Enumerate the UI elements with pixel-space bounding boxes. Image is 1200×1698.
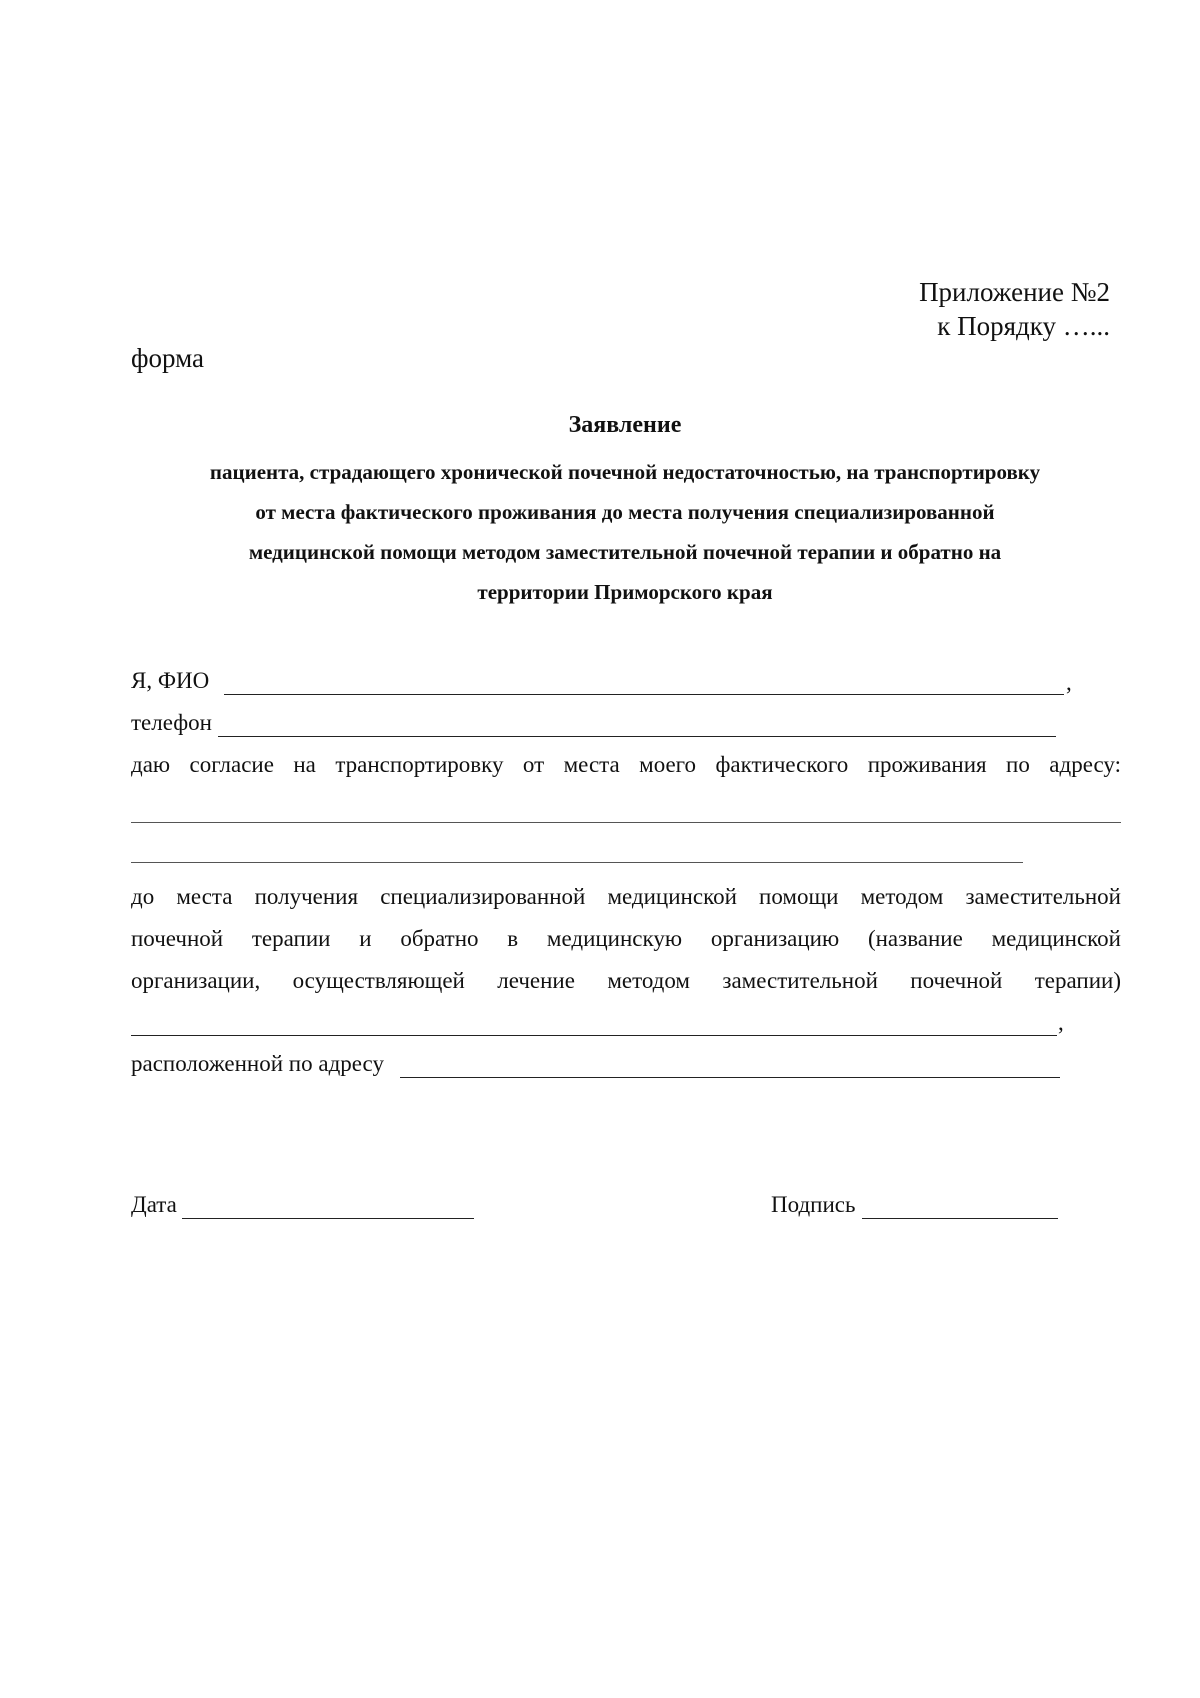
document-title: Заявление: [568, 412, 682, 438]
fio-label: Я, ФИО: [131, 668, 210, 693]
signature-label: Подпись: [771, 1192, 856, 1217]
fio-comma: ,: [1066, 670, 1072, 695]
destination-text-line-2: почечной терапии и обратно в медицинскую организацию (название медицинской: [131, 926, 1121, 951]
appendix-reference: к Порядку …...: [937, 311, 1110, 341]
document-title-block: [120, 410, 1130, 612]
signature-field[interactable]: [862, 1218, 1058, 1219]
appendix-header: [919, 275, 1110, 343]
organization-comma: ,: [1058, 1010, 1064, 1035]
document-subtitle-line-1: пациента, страдающего хронической почечной недостаточностью, на транспортировку: [209, 460, 1041, 484]
address-field-line-2[interactable]: [131, 862, 1023, 863]
phone-field[interactable]: [218, 736, 1056, 737]
date-label: Дата: [131, 1192, 177, 1217]
consent-text: даю согласие на транспортировку от места моего фактического проживания по адресу:: [131, 752, 1121, 777]
document-subtitle-line-3: медицинской помощи методом заместительной почечной терапии и обратно на: [248, 540, 1002, 564]
organization-name-field[interactable]: [131, 1035, 1057, 1036]
document-subtitle-line-4: территории Приморского края: [477, 580, 773, 604]
fio-field[interactable]: [224, 694, 1064, 695]
phone-label: телефон: [131, 710, 212, 735]
organization-address-label: расположенной по адресу: [131, 1051, 384, 1076]
date-field[interactable]: [182, 1218, 474, 1219]
organization-address-field[interactable]: [400, 1077, 1060, 1078]
appendix-number: Приложение №2: [919, 277, 1110, 307]
document-subtitle-line-2: от места фактического проживания до места получения специализированной: [255, 500, 995, 524]
form-label: форма: [131, 343, 204, 373]
destination-text-line-1: до места получения специализированной медицинской помощи методом заместительной: [131, 884, 1121, 909]
destination-text-line-3: организации, осуществляющей лечение методом заместительной почечной терапии): [131, 968, 1121, 993]
address-field-line-1[interactable]: [131, 822, 1121, 823]
